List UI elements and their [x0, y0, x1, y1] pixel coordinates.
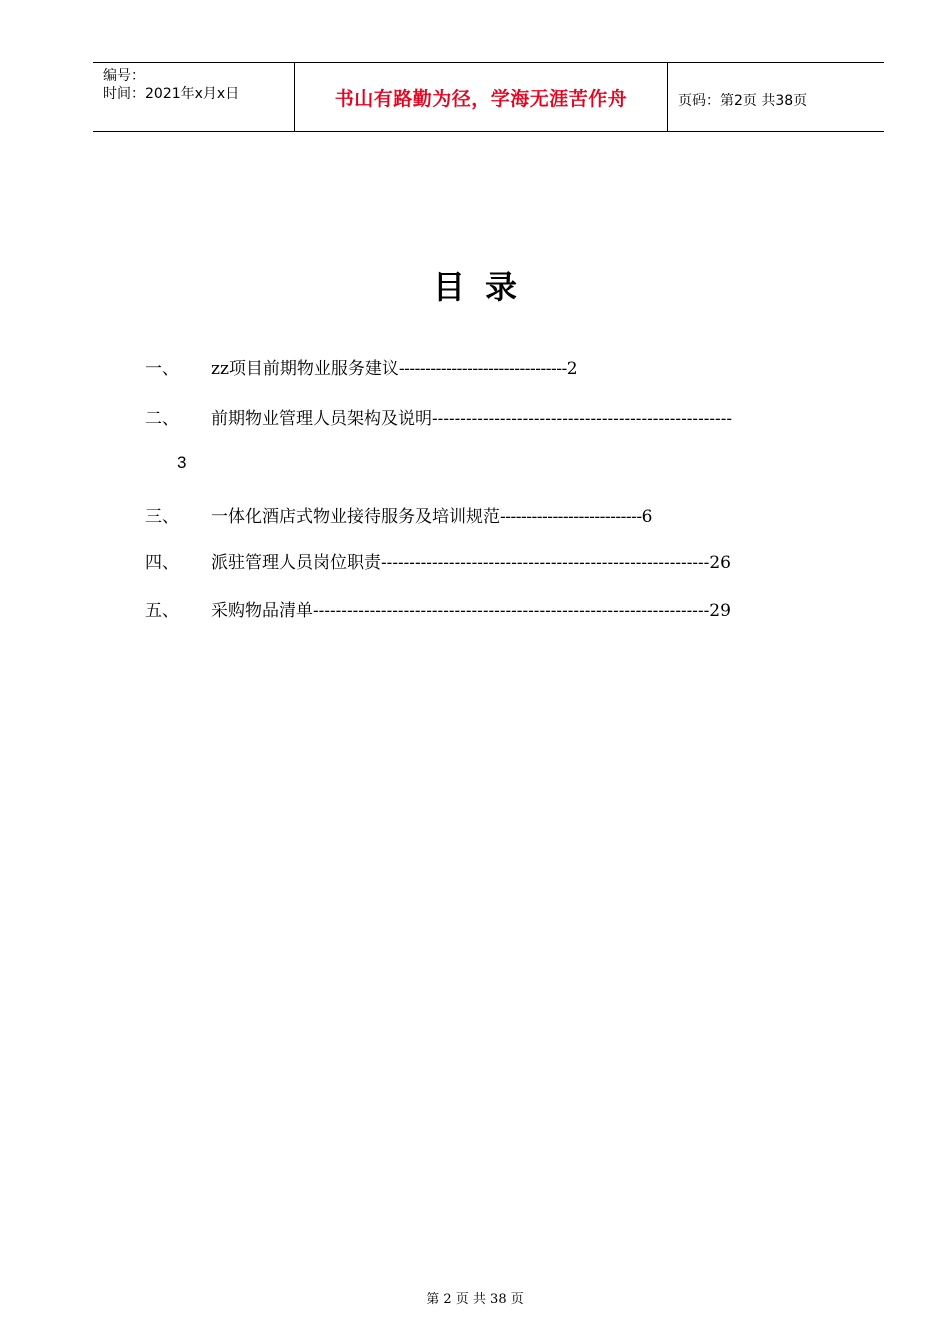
toc-item-leader: ----------------------------------------------------------------------	[313, 601, 710, 620]
toc-item-page: 6	[641, 507, 653, 527]
toc-item-leader: --------------------------------	[398, 359, 567, 379]
toc-item-number: 二、	[145, 409, 179, 429]
toc-item-page: 2	[566, 359, 578, 379]
header-table	[93, 62, 884, 132]
page-title: 目录	[432, 268, 537, 306]
toc-item-text	[211, 502, 652, 527]
toc-item-number: 一、	[145, 359, 179, 379]
toc-item-title: zz项目前期物业服务建议	[211, 359, 399, 379]
toc-item-page: 26	[709, 553, 731, 573]
toc-item-leader: -----------------------------------------------------	[432, 409, 733, 428]
toc-item-title: 一体化酒店式物业接待服务及培训规范	[211, 507, 500, 527]
header-motto: 书山有路勤为径，学海无涯苦作舟	[334, 87, 628, 110]
toc-item-text	[211, 354, 578, 379]
toc-item-text	[211, 404, 732, 429]
document-number-label: 编号：	[103, 68, 145, 84]
toc-item-text	[211, 596, 731, 621]
header-motto-cell	[295, 63, 668, 131]
header-page-info: 页码：第2页 共38页	[678, 93, 808, 109]
toc-item-number: 五、	[145, 601, 179, 621]
toc-item-title: 前期物业管理人员架构及说明	[211, 409, 432, 429]
toc-item-number: 四、	[145, 553, 179, 573]
toc-item-number: 三、	[145, 507, 179, 527]
toc-item-title: 派驻管理人员岗位职责	[211, 553, 381, 573]
header-left-cell	[93, 63, 295, 131]
toc-item-leader: ---------------------------	[500, 507, 642, 527]
document-time-label: 时间：2021年x月x日	[103, 86, 240, 102]
toc-item-2-page[interactable]: 3	[177, 453, 187, 472]
toc-item-leader: ----------------------------------------------------------	[381, 553, 710, 572]
toc-item-text	[211, 548, 731, 573]
toc-item-page: 29	[709, 601, 731, 621]
header-page-cell	[668, 63, 884, 131]
toc-item-title: 采购物品清单	[211, 601, 313, 621]
page-footer: 第 2 页 共 38 页	[426, 1292, 524, 1307]
